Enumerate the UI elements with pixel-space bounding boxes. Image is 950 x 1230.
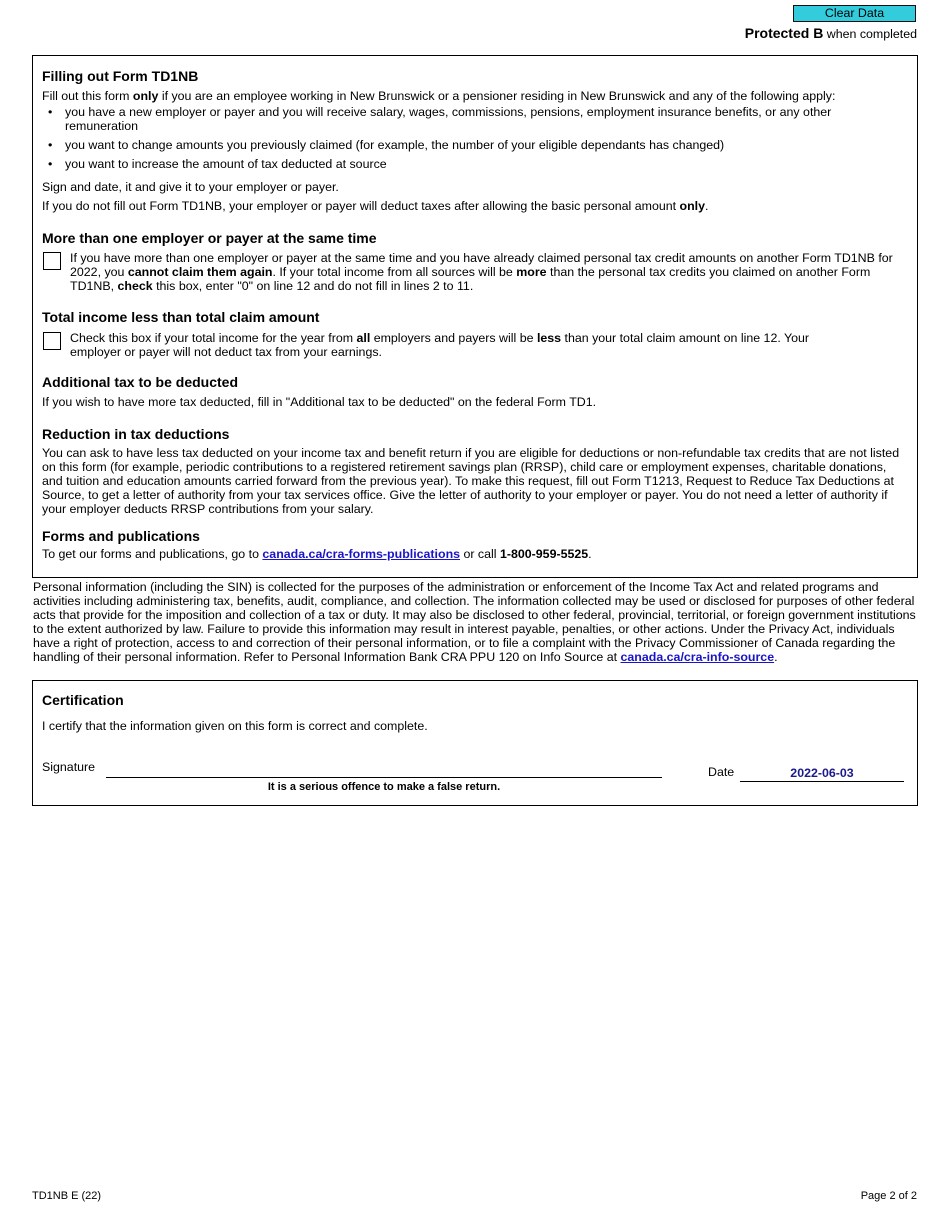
reduction-title: Reduction in tax deductions — [42, 426, 230, 442]
protected-b-label: Protected B when completed — [744, 25, 917, 41]
date-underline — [740, 781, 904, 782]
forms-text: To get our forms and publications, go to canada.ca/cra-forms-publications or call 1-800-959-5525. — [42, 547, 592, 561]
page-number: Page 2 of 2 — [860, 1190, 917, 1202]
signature-field[interactable] — [106, 777, 662, 778]
date-field[interactable]: 2022-06-03 — [790, 766, 854, 780]
instructions-box — [32, 55, 918, 578]
additional-tax-text: If you wish to have more tax deducted, fill in "Additional tax to be deducted" on the federal Form TD1. — [42, 395, 597, 409]
total-income-text: Check this box if your total income for the year from all employers and payers will be less than your total claim amount on line 12. Your employer or payer will not deduct tax from your earnings. — [70, 331, 810, 359]
list-item: • you have a new employer or payer and you will receive salary, wages, commissions, pensions, employment insurance benefits, or any other remuneration — [42, 105, 892, 133]
privacy-statement: Personal information (including the SIN) is collected for the purposes of the administration or enforcement of the Income Tax Act and related programs and activities including administering tax, benefits, audit, compliance, and collection. The information collected may be used or disclosed for purposes of other federal acts that provide for the imposition and collection of a tax or duty. It may also be disclosed to other federal, provincial, territorial, or foreign government institutions to the extent authorized by law. Failure to provide this information may result in interest payable, penalties, or other actions. Under the Privacy Act, individuals have a right of protection, access to and correction of their personal information, or to file a complaint with the Privacy Commissioner of Canada regarding the handling of their personal information. Refer to Personal Information Bank CRA PPU 120 on Info Source at canada.ca/cra-info-source. — [33, 580, 916, 664]
total-income-title: Total income less than total claim amount — [42, 309, 320, 325]
clear-data-button[interactable]: Clear Data — [793, 5, 916, 22]
additional-tax-title: Additional tax to be deducted — [42, 374, 239, 390]
date-label: Date — [708, 765, 735, 779]
forms-title: Forms and publications — [42, 528, 200, 544]
more-than-one-text: If you have more than one employer or payer at the same time and you have already claimed personal tax credit amounts on another Form TD1NB for 2022, you cannot claim them again. If your total income from all sources will be more than the personal tax credits you claimed on another Form TD1NB, check this box, enter "0" on line 12 and do not fill in lines 2 to 11. — [70, 251, 893, 293]
list-item: • you want to increase the amount of tax deducted at source — [42, 157, 892, 171]
info-source-link[interactable]: canada.ca/cra-info-source — [620, 650, 775, 664]
filling-title: Filling out Form TD1NB — [42, 68, 199, 84]
form-id: TD1NB E (22) — [32, 1190, 102, 1202]
forms-publications-link[interactable]: canada.ca/cra-forms-publications — [262, 547, 461, 561]
offence-warning: It is a serious offence to make a false return. — [267, 781, 501, 793]
total-income-checkbox[interactable] — [43, 332, 61, 350]
signature-label: Signature — [42, 760, 96, 774]
sign-instruction: Sign and date, it and give it to your employer or payer. — [42, 180, 339, 194]
certification-title: Certification — [42, 692, 124, 708]
filling-intro: Fill out this form only if you are an employee working in New Brunswick or a pensioner residing in New Brunswick and any of the following apply: — [42, 89, 836, 103]
not-fill-note: If you do not fill out Form TD1NB, your employer or payer will deduct taxes after allowing the basic personal amount only. — [42, 199, 709, 213]
certification-statement: I certify that the information given on this form is correct and complete. — [42, 719, 428, 733]
filling-bullets — [42, 105, 892, 171]
more-than-one-checkbox[interactable] — [43, 252, 61, 270]
reduction-text: You can ask to have less tax deducted on your income tax and benefit return if you are eligible for deductions or non-refundable tax credits that are not listed on this form (for example, periodic contributions to a registered retirement savings plan (RRSP), child care or employment expenses, charitable donations, and tuition and education amounts carried forward from the previous year). To make this request, fill out Form T1213, Request to Reduce Tax Deductions at Source, to get a letter of authority from your tax services office. Give the letter of authority to your employer or payer. You do not need a letter of authority if your employer deducts RRSP contributions from your salary. — [42, 446, 900, 516]
more-than-one-title: More than one employer or payer at the same time — [42, 230, 377, 246]
list-item: • you want to change amounts you previously claimed (for example, the number of your eligible dependants has changed) — [42, 138, 892, 152]
